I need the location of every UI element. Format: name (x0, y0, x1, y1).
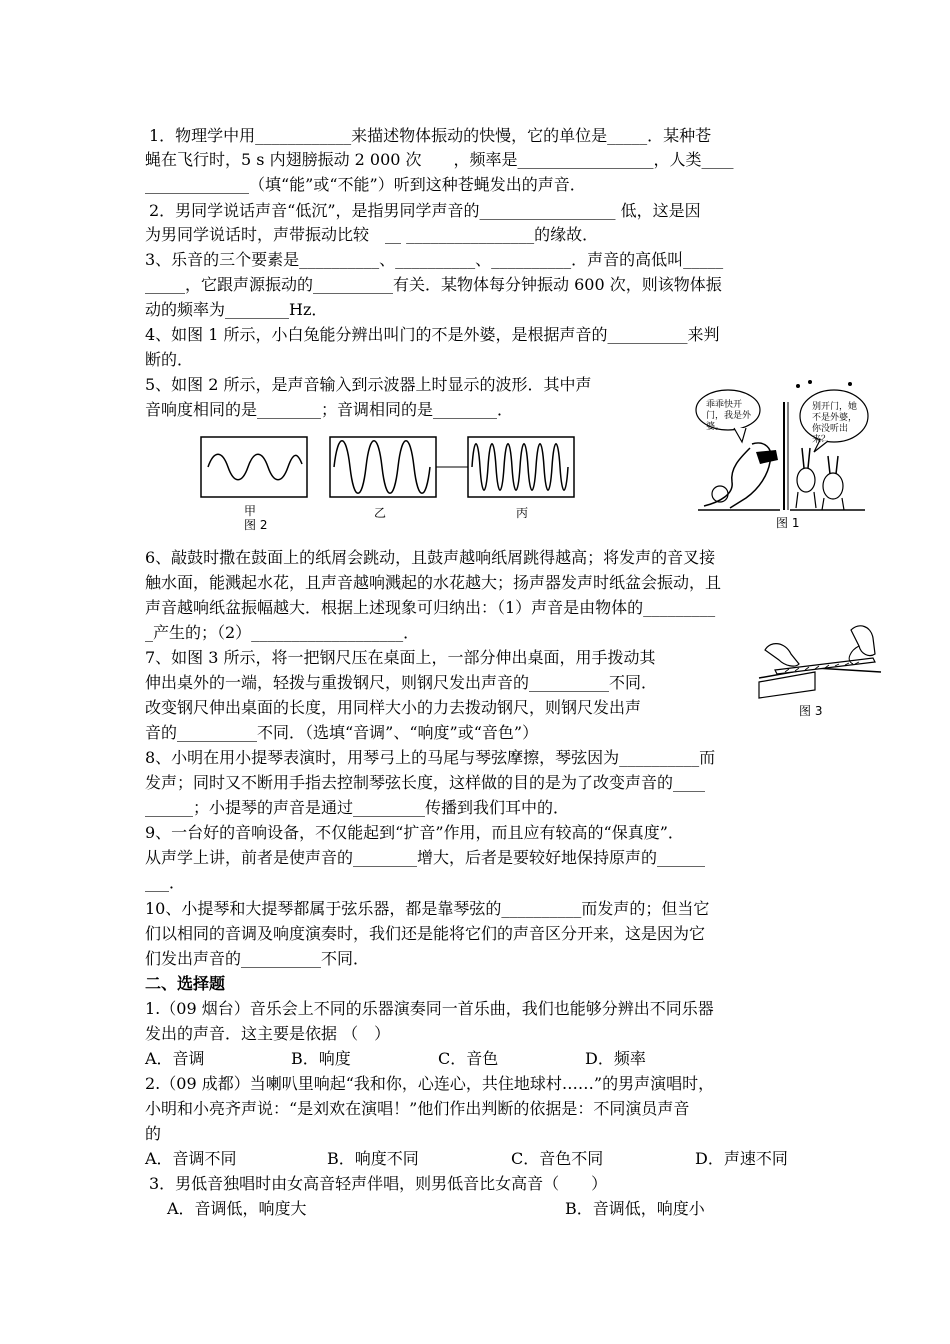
q6-line2: 触水面，能溅起水花，且声音越响溅起的水花越大；扬声器发声时纸盆会振动，且 (145, 573, 722, 592)
q6-line1: 6、敲鼓时撒在鼓面上的纸屑会跳动，且鼓声越响纸屑跳得越高；将发声的音叉接 (145, 548, 716, 567)
q8-line2: 发声；同时又不断用手指去控制琴弦长度，这样做的目的是为了改变声音的____ (145, 773, 706, 792)
c3-option-a: A．音调低，响度大 (167, 1199, 307, 1218)
q3-line2: _____，它跟声源振动的__________有关．某物体每分钟振动 600 次，则该物体振 (145, 275, 722, 294)
q4-line2: 断的． (145, 350, 194, 369)
c1-option-b: B．响度 (291, 1049, 351, 1068)
speech-bubble-right: 别开门，她不是外婆，你没听出来？ (812, 402, 858, 445)
figure-3-caption: 图 3 (799, 704, 823, 718)
c2-option-d: D．声速不同 (695, 1149, 788, 1168)
c2-option-c: C．音色不同 (511, 1149, 604, 1168)
waveform-panels (200, 436, 580, 506)
c3-option-b: B．音调低，响度小 (565, 1199, 705, 1218)
q7-line2: 伸出桌外的一端，轻拨与重拨钢尺，则钢尺发出声音的__________不同． (145, 673, 658, 692)
figure-3 (755, 620, 885, 720)
c2-line1: 2.（09 成都）当喇叭里响起“我和你，心连心，共住地球村……”的男声演唱时， (145, 1074, 715, 1093)
c3-line1: 3．男低音独唱时由女高音轻声伴唱，则男低音比女高音（ ） (149, 1174, 608, 1193)
speech-bubble-left: 乖乖快开门，我是外婆。 (706, 400, 752, 432)
label-bing: 丙 (516, 506, 529, 520)
waveform-jia-box (201, 437, 307, 497)
figure-1-caption: 图 1 (776, 516, 800, 530)
q6-line3: 声音越响纸盆振幅越大．根据上述现象可归纳出：（1）声音是由物体的_________ (145, 598, 716, 617)
section-heading-choice: 二、选择题 (145, 974, 226, 993)
q10-line1: 10、小提琴和大提琴都属于弦乐器，都是靠琴弦的__________而发声的；但当它 (145, 899, 710, 918)
q9-line1: 9、一台好的音响设备，不仅能起到“扩音”作用，而且应有较高的“保真度”． (145, 823, 684, 842)
figure-1 (690, 378, 875, 533)
q10-line2: 们以相同的音调及响度演奏时，我们还是能将它们的声音区分开来，这是因为它 (145, 924, 706, 943)
figure-2-caption: 图 2 (244, 518, 268, 532)
q9-line3: ___． (145, 873, 186, 892)
q3-line1: 3、乐音的三个要素是__________、__________、__________．声音的高低叫_____ (145, 250, 724, 269)
c1-line1: 1.（09 烟台）音乐会上不同的乐器演奏同一首乐曲，我们也能够分辨出不同乐器 (145, 999, 714, 1018)
q2-line2: 为男同学说话时，声带振动比较 __ ________________的缘故． (145, 225, 599, 244)
label-yi: 乙 (374, 506, 387, 520)
c2-line3: 的 (145, 1124, 162, 1143)
q7-line3: 改变钢尺伸出桌面的长度，用同样大小的力去拨动钢尺，则钢尺发出声 (145, 698, 642, 717)
c2-option-a: A．音调不同 (145, 1149, 237, 1168)
c1-line2: 发出的声音．这主要是依据 （ ） (145, 1024, 391, 1043)
q9-line2: 从声学上讲，前者是使声音的________增大，后者是要较好地保持原声的______ (145, 848, 706, 867)
q5-line1: 5、如图 2 所示，是声音输入到示波器上时显示的波形．其中声 (145, 375, 592, 394)
c1-option-c: C．音色 (438, 1049, 499, 1068)
q7-line4: 音的__________不同．（选填“音调”、“响度”或“音色”） (145, 723, 539, 742)
label-jia: 甲 (244, 504, 257, 518)
q3-line3: 动的频率为________Hz． (145, 300, 328, 319)
q5-line2: 音响度相同的是________；音调相同的是________． (145, 400, 514, 419)
ruler-illustration (755, 620, 885, 700)
q6-line4: _产生的；（2）___________________． (145, 623, 420, 642)
c2-option-b: B．响度不同 (327, 1149, 419, 1168)
q1-line2: 蝇在飞行时，5 s 内翅膀振动 2 000 次 ，频率是_________________，人类____ (145, 150, 734, 169)
q10-line3: 们发出声音的__________不同． (145, 949, 370, 968)
c2-line2: 小明和小亮齐声说：“是刘欢在演唱！”他们作出判断的依据是：不同演员声音 (145, 1099, 690, 1118)
q2-line1: 2．男同学说话声音“低沉”，是指男同学声音的_________________ 低，这是因 (149, 201, 701, 220)
q8-line1: 8、小明在用小提琴表演时，用琴弓上的马尾与琴弦摩擦，琴弦因为__________而 (145, 748, 716, 767)
c1-option-a: A．音调 (145, 1049, 205, 1068)
q7-line1: 7、如图 3 所示，将一把钢尺压在桌面上，一部分伸出桌面，用手拨动其 (145, 648, 656, 667)
c1-option-d: D．频率 (585, 1049, 646, 1068)
q1-line3: _____________（填“能”或“不能”）听到这种苍蝇发出的声音． (145, 175, 586, 194)
q4-line1: 4、如图 1 所示，小白兔能分辨出叫门的不是外婆，是根据声音的__________来判 (145, 325, 720, 344)
q8-line3: ______；小提琴的声音是通过_________传播到我们耳中的． (145, 798, 570, 817)
waveform-bing-box (468, 437, 574, 497)
q1-line1: 1．物理学中用____________来描述物体振动的快慢，它的单位是_____．某种苍 (149, 126, 712, 145)
figure-2 (200, 436, 580, 536)
